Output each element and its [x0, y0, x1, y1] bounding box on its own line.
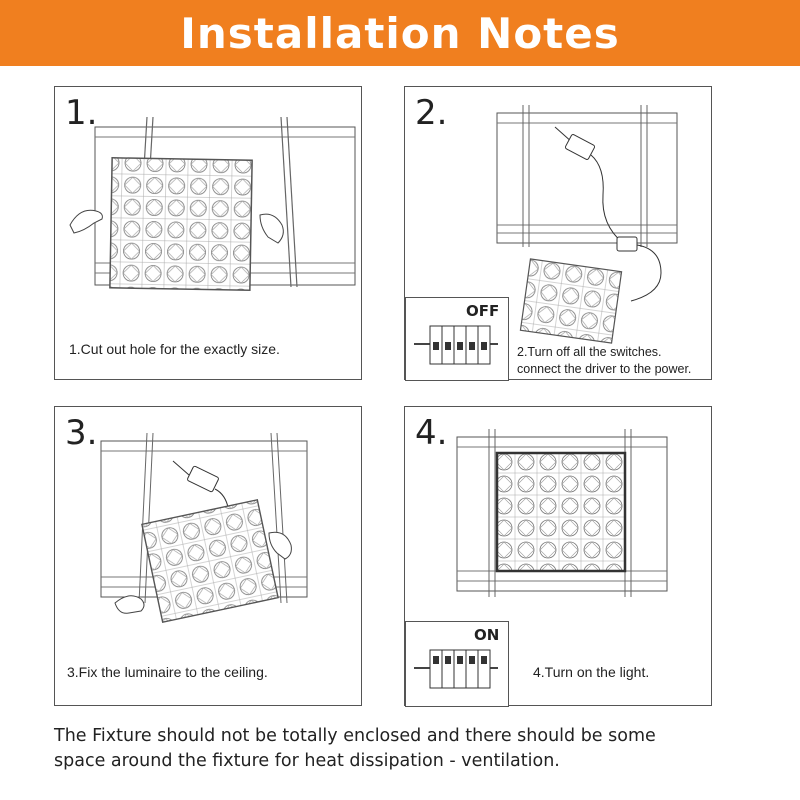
page-title: Installation Notes	[180, 8, 620, 58]
step-2-caption-line1: 2.Turn off all the switches.	[517, 345, 662, 359]
ventilation-note-line2: space around the fixture for heat dissipation - ventilation.	[54, 751, 560, 771]
step-3-caption: 3.Fix the luminaire to the ceiling.	[67, 664, 268, 680]
step-1-number: 1.	[65, 93, 98, 133]
step-3-number: 3.	[65, 413, 98, 453]
step-4-number: 4.	[415, 413, 448, 453]
step-1-panel	[54, 86, 362, 380]
switch-on-inset	[405, 621, 509, 707]
title-banner	[0, 0, 800, 66]
switch-off-label: OFF	[466, 302, 500, 320]
breaker-off-icon	[406, 320, 506, 380]
step-4-panel	[404, 406, 712, 706]
step-3-panel	[54, 406, 362, 706]
ventilation-note-line1: The Fixture should not be totally enclosed and there should be some	[54, 726, 656, 746]
ventilation-note	[54, 724, 754, 774]
step-2-panel	[404, 86, 712, 380]
step-4-caption: 4.Turn on the light.	[533, 664, 650, 680]
step-1-caption: 1.Cut out hole for the exactly size.	[69, 341, 280, 357]
switch-off-inset	[405, 297, 509, 381]
step-3-illustration	[55, 407, 361, 705]
step-2-caption-line2: connect the driver to the power.	[517, 362, 692, 376]
step-1-illustration	[55, 87, 361, 379]
switch-on-label: ON	[474, 626, 500, 644]
step-2-number: 2.	[415, 93, 448, 133]
breaker-on-icon	[406, 644, 506, 704]
step-2-caption	[517, 344, 691, 378]
